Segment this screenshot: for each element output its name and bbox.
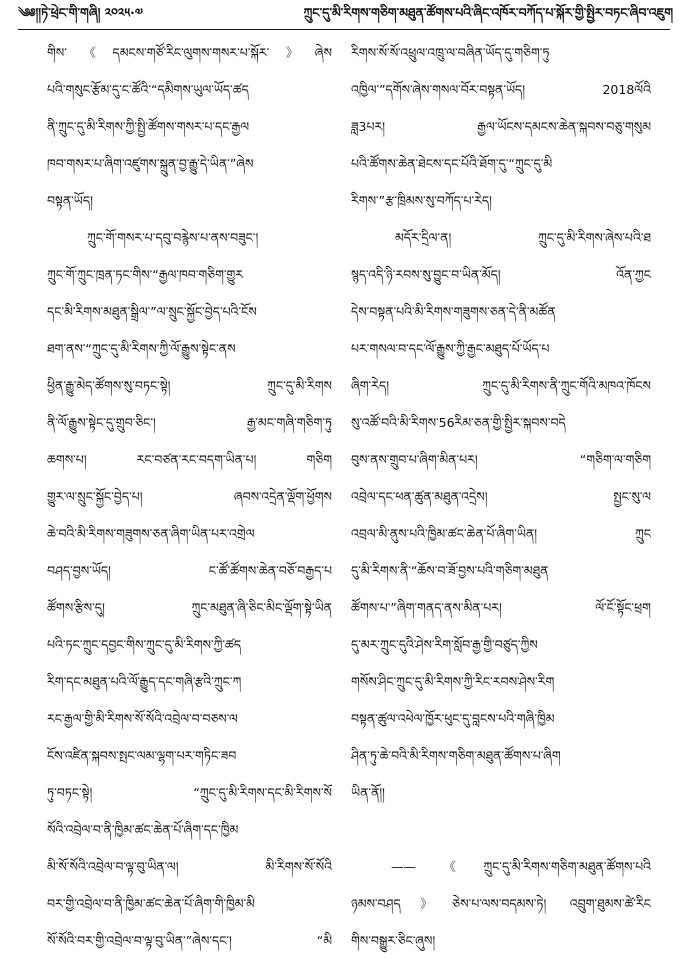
text-line: གསོས་ཤིང་ཀྲུང་དུ་མི་རིགས་ཀྱི་རིང་རབས་ཤེས་རིག	[351, 674, 555, 689]
text-line: རིག་དང་མཐུན་པའི་ལོ་རྒྱུད་དང་གཞི་རྩའི་ཀྲུང་ཀ	[47, 674, 242, 689]
text-line: རིགས་”རྩ་ཁྲིམས་སུ་བཀོད་པ་རེད།	[351, 193, 492, 208]
text-line: དུ་མར་ཀྲུང་དུའི་ཤེས་རིག་སློབ་རྒྱ་གྱི་བཙུད་ཀྱིས	[351, 637, 538, 652]
text-line: བུས་ནས་གྲུབ་པ་ཞིག་མིན་པར། “གཅིག་ལ་གཅིག	[351, 452, 651, 467]
text-line: ནི་ཀྲུང་དུ་མི་རིགས་ཀྱི་སྤྱི་ཚོགས་གསར་པ་དང་རྒྱལ	[47, 119, 250, 134]
text-line: པར་གསལ་བ་དང་ལོ་རྒྱུས་ཀྱི་རྒྱང་མཐུད་པོ་ཡོད་པ	[351, 341, 550, 356]
text-line: པའི་ཚོགས་ཆེན་ཐེངས་དང་པོའི་ཐོག་དུ་“ཀྲུང་དུ་མི	[351, 156, 553, 171]
text-line: ཆགས་པ། རང་བཙན་རང་བདག་ཡིན་པ། གཅིག	[47, 452, 332, 467]
text-line: བསྟན་ཚུལ་འཕེལ་ཁྱོར་ཕུང་དུ་བླངས་པའི་གཞི་ཁྱིམ	[351, 711, 555, 726]
text-line: སུ་འཚོ་བའི་མི་རིགས་56རིམ་ཅན་གྱི་སྤྱིར་སྐབས་བདེ	[351, 415, 566, 430]
text-line: གྱུར་ལ་སྲུང་སྐྱོང་བྱེད་པ། ཞབས་འདྲེན་ལྡོག་ཕྱོགས	[47, 489, 332, 504]
header-left: ༄༅།།ཏེ་ཕྲེང་གི་གཞི། ༢༠༢༥·༧	[18, 4, 143, 20]
text-line: ཟླ3པར། རྒྱལ་ཡོངས་དམངས་ཆེན་སྐབས་བཅུ་གསུམ	[351, 119, 651, 134]
paragraph-start: ཀྲུང་གོ་གསར་པ་དབུ་བརྙེས་པ་ནས་བཟུང་།	[87, 230, 259, 245]
header-rule	[18, 29, 670, 30]
text-line: དུ་མི་རིགས་ནི་“ཆོས་བ་ཟོ་བྱས་པའི་གཅིག་མཐུན	[351, 563, 549, 578]
source-attribution: ——《ཀྲུང་དུ་མི་རིགས་གཅིག་མཐུན་ཚོགས་པའི	[391, 859, 651, 874]
left-column	[47, 34, 332, 959]
text-line: དང་མི་རིགས་མཐུན་སྒྲིལ་”ལ་སྲུང་སྐྱོང་བྱེད་པའི་ངོས	[47, 304, 257, 319]
text-line: བར་གྱི་འབྲེལ་བ་ནི་ཁྱིམ་ཚང་ཆེན་པོ་ཞིག་གི་ཁྱིམ་མི	[47, 896, 255, 911]
text-line: པའི་ཏང་ཀྲུང་དབྱང་གིས་ཀྲུང་དུ་མི་རིགས་ཀྱི་ཚད	[47, 637, 242, 652]
spacer	[351, 811, 651, 848]
text-line: ཀྲུང་གོ་ཀྲུང་ཁྲན་ཏང་གིས་“རྒྱལ་ཁབ་གཅིག་གྱུར	[47, 267, 244, 282]
text-line: པའི་གསུང་རྩོམ་དུ་ང་ཚོའི་“དམིགས་ཡུལ་ཡོད་ཚད	[47, 82, 249, 97]
text-line: རང་རྒྱལ་གྱི་མི་རིགས་སོ་སོའི་འབྲེལ་བ་བཅས་ལ	[47, 711, 238, 726]
text-line: དེས་བསྟན་པའི་མི་རིགས་གཟུགས་ཅན་དེ་ནི་མཚོན	[351, 304, 556, 319]
text-line: འབྲེལ་དང་ཕན་ཚུན་མཐུན་འདྲེས། སྤྱང་སུ་ལ	[351, 489, 651, 504]
text-line: ཚོགས་རྩིས་དུ། ཀྲུང་མཐུན་ཞི་ཅིང་མིང་ལྡོག་སྟེ་ཡིན	[47, 600, 332, 615]
text-line: ཐག་ནས་“ཀྲུང་དུ་མི་རིགས་ཀྱི་ལོ་རྒྱུས་སྟེང་ནས	[47, 341, 236, 356]
text-line: ཚོགས་པ་”ཞིག་གནད་ནས་མིན་པར། ལོ་ངོ་སྟོང་ཕྲག	[351, 600, 651, 615]
text-line: ཁབ་གསར་པ་ཞིག་འཛུགས་སྐྲུན་བྱ་རྒྱུ་དེ་ཡིན་”ཞེས	[47, 156, 254, 171]
text-line: ཏུ་བཏང་སྟེ། “ཀྲུང་དུ་མི་རིགས་དང་མི་རིགས་སོ	[47, 785, 332, 800]
text-line: རིགས་སོ་སོ་འཕྲུལ་འཁྲུ་ལ་བཞིན་ཡོད་དུ་གཅིག་ཏུ	[351, 45, 550, 60]
source-attribution: ཉམས་བཤད》ཅེས་པ་ལས་བདམས་ཏེ། འབྲུག་ཐུམས་ཚེ་རིང	[351, 896, 651, 911]
header-right: ཀྲུང་དུ་མི་རིགས་གཅིག་མཐུན་ཚོགས་པའི་ཞིང་འཁོར་བཀོད་པ་སྐོར་གྱི་སྤྱིར་བཏང་ཞིབ་འཇུག	[303, 4, 673, 20]
text-line: ངོས་འཛིན་སྐབས་སྤང་ལམ་ལྷག་པར་གཏིང་ཟབ	[47, 748, 237, 763]
right-column	[351, 34, 651, 959]
text-line: ནི་ལོ་རྒྱུས་སྟེང་དུ་གྲུབ་ཅིང་། རྒྱ་མང་གཞི་གཅིག་ཏུ	[47, 415, 332, 430]
text-line: སོའི་འབྲེལ་བ་ནི་ཁྱིམ་ཚང་ཆེན་པོ་ཞིག་དང་ཁྱིམ	[47, 822, 239, 837]
source-attribution: གིས་བསྒྱུར་ཅིང་ཞུས།	[351, 933, 436, 948]
text-line: མི་སོ་སོའི་འབྲེལ་བ་ལྟ་བུ་ཡིན་ལ། མི་རིགས་སོ་སོའི	[47, 859, 332, 874]
text-line: འཁྱིལ་”དགོས་ཞེས་གསལ་བོར་བསྟན་ཡོད། 2018ལོའི	[351, 82, 651, 97]
text-line: ཕྱིན་རྒྱུ་མེད་ཚོགས་སུ་བཏང་སྟེ། ཀྲུང་དུ་མི་རིགས	[47, 378, 332, 393]
running-header	[18, 4, 673, 28]
paragraph-start: མདོར་དྲིལ་ན། ཀྲུང་དུ་མི་རིགས་ཞེས་པའི་ཐ	[395, 230, 651, 245]
text-line: སོ་སོའི་བར་གྱི་འབྲེལ་བ་ལྟ་བུ་ཡིན་”ཞེས་དང་། “མི	[47, 933, 332, 948]
text-line: ཡིན་ནོ།།	[351, 785, 385, 800]
text-line: བསྟན་ཡོད།	[47, 193, 93, 208]
text-line: གིས་《དམངས་གཙོ་རིང་ལུགས་གསར་པ་སྐོར་》ཞེས	[47, 45, 332, 60]
text-line: སྙད་འདི་ཉི་རབས་སུ་བྱུང་བ་ཡིན་མོད། འོན་ཀྱང	[351, 267, 651, 282]
text-line: འབྲལ་མི་ནུས་པའི་ཁྱིམ་ཚང་ཆེན་པོ་ཞིག་ཡིན། ཀྲུང	[351, 526, 651, 541]
text-line: བཤད་བྱས་ཡོད། ང་ཚོ་ཚོགས་ཆེན་བཅོ་བརྒྱད་པ	[47, 563, 332, 578]
text-line: ཆེ་བའི་མི་རིགས་གཟུགས་ཅན་ཞིག་ཡིན་པར་འགྲེལ	[47, 526, 255, 541]
text-line: ཤིན་ཏུ་ཆེ་བའི་མི་རིགས་གཅིག་མཐུན་ཚོགས་པ་ཞིག	[351, 748, 561, 763]
text-line: ཞིག་རེད། ཀྲུང་དུ་མི་རིགས་ནི་ཀྲུང་གོའི་མཁའ་ཁོངས	[351, 378, 651, 393]
